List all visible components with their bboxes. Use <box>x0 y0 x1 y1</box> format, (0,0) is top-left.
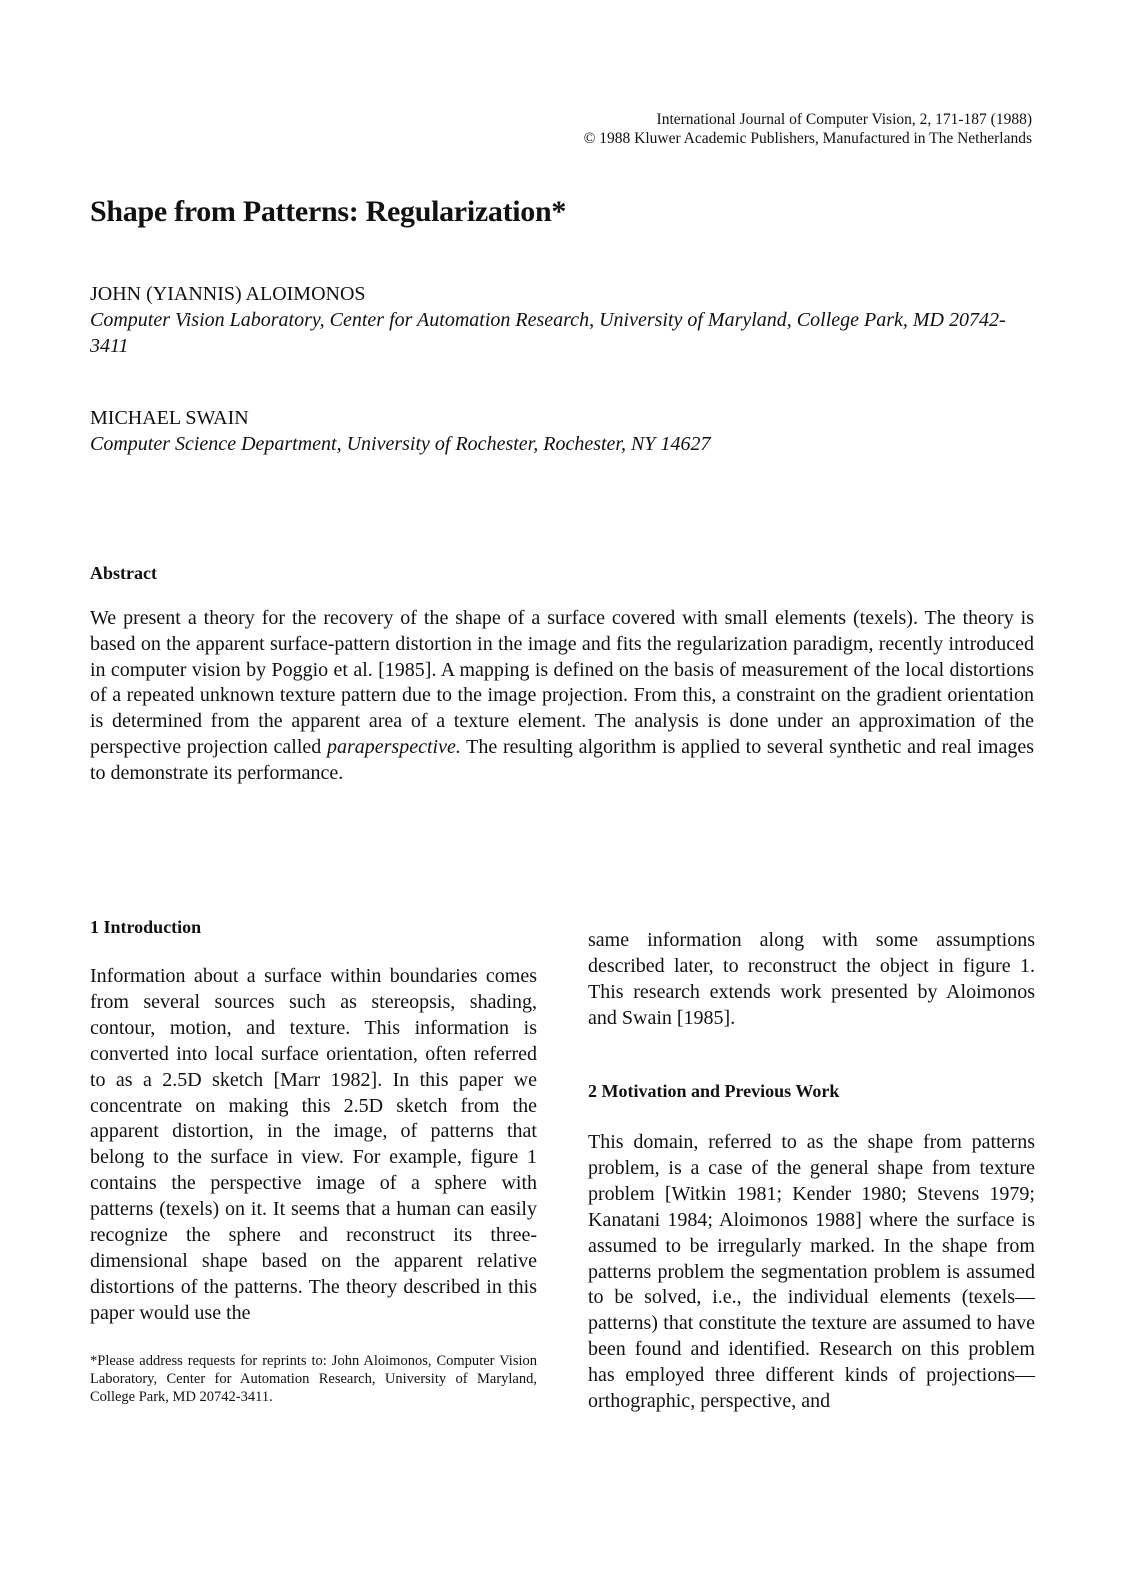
author-name: JOHN (YIANNIS) ALOIMONOS <box>90 283 366 305</box>
abstract-text: We present a theory for the recovery of the shape of a surface covered with small elements (texels). The theory is based on the apparent surface-pattern distortion in the image and fits the regularization paradigm, recently introduced in computer vision by Poggio et al. [1985]. A mapping is defined on the basis of measurement of the local distortions of a repeated unknown texture pattern due to the image projection. From this, a constraint on the gradient orientation is determined from the apparent area of a texture element. The analysis is done under an approximation of the perspective projection called <box>90 607 1034 758</box>
right-column-motivation <box>588 1130 1035 1415</box>
introduction-paragraph: Information about a surface within boundaries comes from several sources such as stereopsis, shading, contour, motion, and texture. This information is converted into local surface orientation, often referred to as a 2.5D sketch [Marr 1982]. In this paper we concentrate on making this 2.5D sketch from the apparent distortion, in the image, of patterns that belong to the surface in view. For example, figure 1 contains the perspective image of a sphere with patterns (texels) on it. It seems that a human can easily recognize the sphere and reconstruct its three-dimensional shape based on the apparent relative distortions of the patterns. The theory described in this paper would use the <box>90 965 537 1324</box>
left-column <box>90 964 537 1327</box>
abstract-emphasis: paraperspective. <box>326 735 461 758</box>
motivation-paragraph: This domain, referred to as the shape from patterns problem, is a case of the general shape from texture problem [Witkin 1981; Kender 1980; Stevens 1979; Kanatani 1984; Aloimonos 1988] where the surface is assumed to be irregularly marked. In the shape from patterns problem the segmentation problem is assumed to be solved, i.e., the individual elements (texels—patterns) that constitute the texture are assumed to have been found and identified. Research on this problem has employed three different kinds of projections—orthographic, perspective, and <box>588 1131 1035 1413</box>
author-affiliation: Computer Vision Laboratory, Center for Automation Research, University of Maryland, College Park, MD 20742-3411 <box>90 309 1006 357</box>
abstract-text-end: The resulting algorithm is applied to several synthetic and real images to demonstrate its performance. <box>90 735 1034 784</box>
abstract-body <box>90 606 1034 787</box>
author-name: MICHAEL SWAIN <box>90 407 249 429</box>
author-affiliation: Computer Science Department, University of Rochester, Rochester, NY 14627 <box>90 433 711 455</box>
section-heading-introduction: 1 Introduction <box>90 917 202 937</box>
paper-title: Shape from Patterns: Regularization* <box>90 195 567 228</box>
abstract-heading: Abstract <box>90 563 157 583</box>
journal-header <box>584 110 1032 148</box>
right-column-intro-continuation <box>588 928 1035 1032</box>
section-heading-motivation: 2 Motivation and Previous Work <box>588 1081 840 1101</box>
author-block <box>90 281 1040 359</box>
author-block <box>90 405 1040 457</box>
journal-citation: International Journal of Computer Vision, 2, 171-187 (1988) <box>656 111 1032 128</box>
copyright-line: © 1988 Kluwer Academic Publishers, Manufactured in The Netherlands <box>583 130 1032 147</box>
introduction-continuation: same information along with some assumptions described later, to reconstruct the object in figure 1. This research extends work presented by Aloimonos and Swain [1985]. <box>588 929 1035 1029</box>
footnote: *Please address requests for reprints to: John Aloimonos, Computer Vision Laboratory, Center for Automation Research, University of Maryland, College Park, MD 20742-3411. <box>90 1353 537 1406</box>
